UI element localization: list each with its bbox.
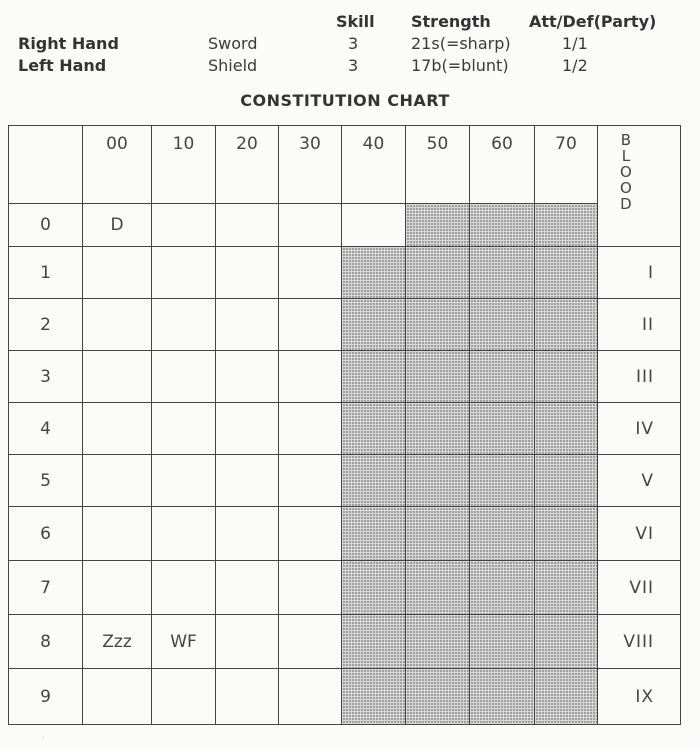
table-row (9, 299, 681, 351)
row-label: 3 (9, 351, 83, 403)
column-header: 50 (406, 126, 470, 204)
grid-cell (216, 247, 279, 299)
grid-cell-shaded (342, 455, 406, 507)
grid-cell (216, 455, 279, 507)
grid-cell-shaded (406, 204, 470, 247)
left-hand-skill: 3 (348, 56, 359, 75)
grid-cell (83, 351, 152, 403)
blood-level: V (598, 455, 681, 507)
grid-cell (83, 403, 152, 455)
grid-cell-shaded (470, 455, 535, 507)
row-label: 5 (9, 455, 83, 507)
grid-cell-shaded (406, 299, 470, 351)
grid-cell-shaded (535, 561, 598, 615)
right-hand-strength: 21s(=sharp) (411, 34, 511, 53)
constitution-chart-title: CONSTITUTION CHART (240, 91, 450, 110)
grid-cell (83, 455, 152, 507)
column-header: 70 (535, 126, 598, 204)
blood-level: IX (598, 669, 681, 725)
column-header: 20 (216, 126, 279, 204)
grid-cell (279, 455, 342, 507)
strength-header: Strength (411, 12, 491, 31)
grid-cell-shaded (470, 615, 535, 669)
table-row (9, 455, 681, 507)
grid-cell (342, 204, 406, 247)
grid-cell-shaded (470, 507, 535, 561)
left-hand-strength: 17b(=blunt) (411, 56, 509, 75)
column-header: 60 (470, 126, 535, 204)
grid-cell-shaded (470, 204, 535, 247)
blood-level: IV (598, 403, 681, 455)
grid-cell-shaded (406, 403, 470, 455)
left-hand-att-def: 1/2 (562, 56, 588, 75)
grid-cell-shaded (406, 669, 470, 725)
blood-level: II (598, 299, 681, 351)
blood-level: III (598, 351, 681, 403)
blood-level: VII (598, 561, 681, 615)
row-label: 9 (9, 669, 83, 725)
grid-cell-wf-marker: WF (152, 615, 216, 669)
grid-cell (83, 299, 152, 351)
left-hand-label: Left Hand (18, 56, 107, 75)
row-label: 6 (9, 507, 83, 561)
grid-cell-shaded (406, 615, 470, 669)
grid-cell-shaded (535, 615, 598, 669)
grid-cell-shaded (342, 615, 406, 669)
grid-cell (279, 204, 342, 247)
grid-cell-shaded (535, 507, 598, 561)
grid-cell (216, 299, 279, 351)
grid-cell-shaded (406, 507, 470, 561)
grid-cell-shaded (470, 247, 535, 299)
right-hand-item: Sword (208, 34, 258, 53)
blood-level: I (598, 247, 681, 299)
grid-cell-shaded (535, 204, 598, 247)
column-header: 30 (279, 126, 342, 204)
column-header: 10 (152, 126, 216, 204)
grid-cell-shaded (470, 669, 535, 725)
blood-label: B L O O D (620, 131, 632, 213)
left-hand-item: Shield (208, 56, 258, 75)
grid-cell (152, 247, 216, 299)
column-header: 00 (83, 126, 152, 204)
grid-cell-shaded (342, 403, 406, 455)
grid-cell (83, 507, 152, 561)
grid-cell (279, 247, 342, 299)
table-row (9, 669, 681, 725)
table-row (9, 403, 681, 455)
grid-cell-shaded (535, 403, 598, 455)
grid-cell (279, 507, 342, 561)
grid-cell (216, 204, 279, 247)
grid-cell (152, 455, 216, 507)
blood-level: VIII (598, 615, 681, 669)
grid-cell-shaded (470, 351, 535, 403)
grid-cell (83, 561, 152, 615)
grid-cell (152, 507, 216, 561)
grid-cell-shaded (470, 561, 535, 615)
grid-cell (279, 299, 342, 351)
grid-cell (279, 669, 342, 725)
grid-cell-shaded (535, 299, 598, 351)
grid-cell (216, 615, 279, 669)
grid-cell-shaded (470, 299, 535, 351)
grid-cell-shaded (535, 351, 598, 403)
grid-cell-shaded (406, 247, 470, 299)
row-label: 2 (9, 299, 83, 351)
grid-cell: D (83, 204, 152, 247)
grid-cell-shaded (470, 403, 535, 455)
grid-cell-shaded (406, 561, 470, 615)
grid-cell (152, 403, 216, 455)
right-hand-label: Right Hand (18, 34, 119, 53)
grid-cell (152, 561, 216, 615)
table-row (9, 561, 681, 615)
grid-cell (83, 669, 152, 725)
grid-cell (152, 669, 216, 725)
table-row (9, 204, 681, 247)
row-label: 0 (9, 204, 83, 247)
grid-cell-shaded (342, 299, 406, 351)
grid-cell (83, 247, 152, 299)
print-speck: · (42, 733, 45, 742)
right-hand-skill: 3 (348, 34, 359, 53)
grid-cell (216, 351, 279, 403)
grid-cell-shaded (406, 455, 470, 507)
grid-cell (279, 351, 342, 403)
grid-cell-shaded (342, 669, 406, 725)
grid-cell (216, 561, 279, 615)
grid-cell (279, 403, 342, 455)
header-row (9, 126, 681, 204)
grid-cell (216, 507, 279, 561)
table-row (9, 247, 681, 299)
grid-cell-shaded (342, 351, 406, 403)
grid-cell (279, 561, 342, 615)
grid-cell-shaded (535, 455, 598, 507)
table-row (9, 351, 681, 403)
blood-header (598, 126, 681, 247)
grid-cell-shaded (342, 247, 406, 299)
grid-cell-shaded (535, 669, 598, 725)
grid-cell-shaded (342, 561, 406, 615)
corner-cell (9, 126, 83, 204)
row-label: 8 (9, 615, 83, 669)
att-def-header: Att/Def(Party) (529, 12, 657, 31)
right-hand-att-def: 1/1 (562, 34, 588, 53)
row-label: 7 (9, 561, 83, 615)
row-label: 1 (9, 247, 83, 299)
grid-cell (152, 351, 216, 403)
grid-cell-shaded (535, 247, 598, 299)
row-label: 4 (9, 403, 83, 455)
table-row (9, 615, 681, 669)
grid-cell-shaded (342, 507, 406, 561)
equipment-panel (0, 0, 700, 90)
grid-cell (279, 615, 342, 669)
grid-cell (152, 299, 216, 351)
blood-level: VI (598, 507, 681, 561)
grid-cell (216, 669, 279, 725)
grid-cell-shaded (406, 351, 470, 403)
grid-cell (216, 403, 279, 455)
column-header: 40 (342, 126, 406, 204)
grid-cell (152, 204, 216, 247)
constitution-chart-grid (8, 125, 681, 725)
table-row (9, 507, 681, 561)
skill-header: Skill (336, 12, 375, 31)
grid-cell-sleep-marker: Zzz (83, 615, 152, 669)
